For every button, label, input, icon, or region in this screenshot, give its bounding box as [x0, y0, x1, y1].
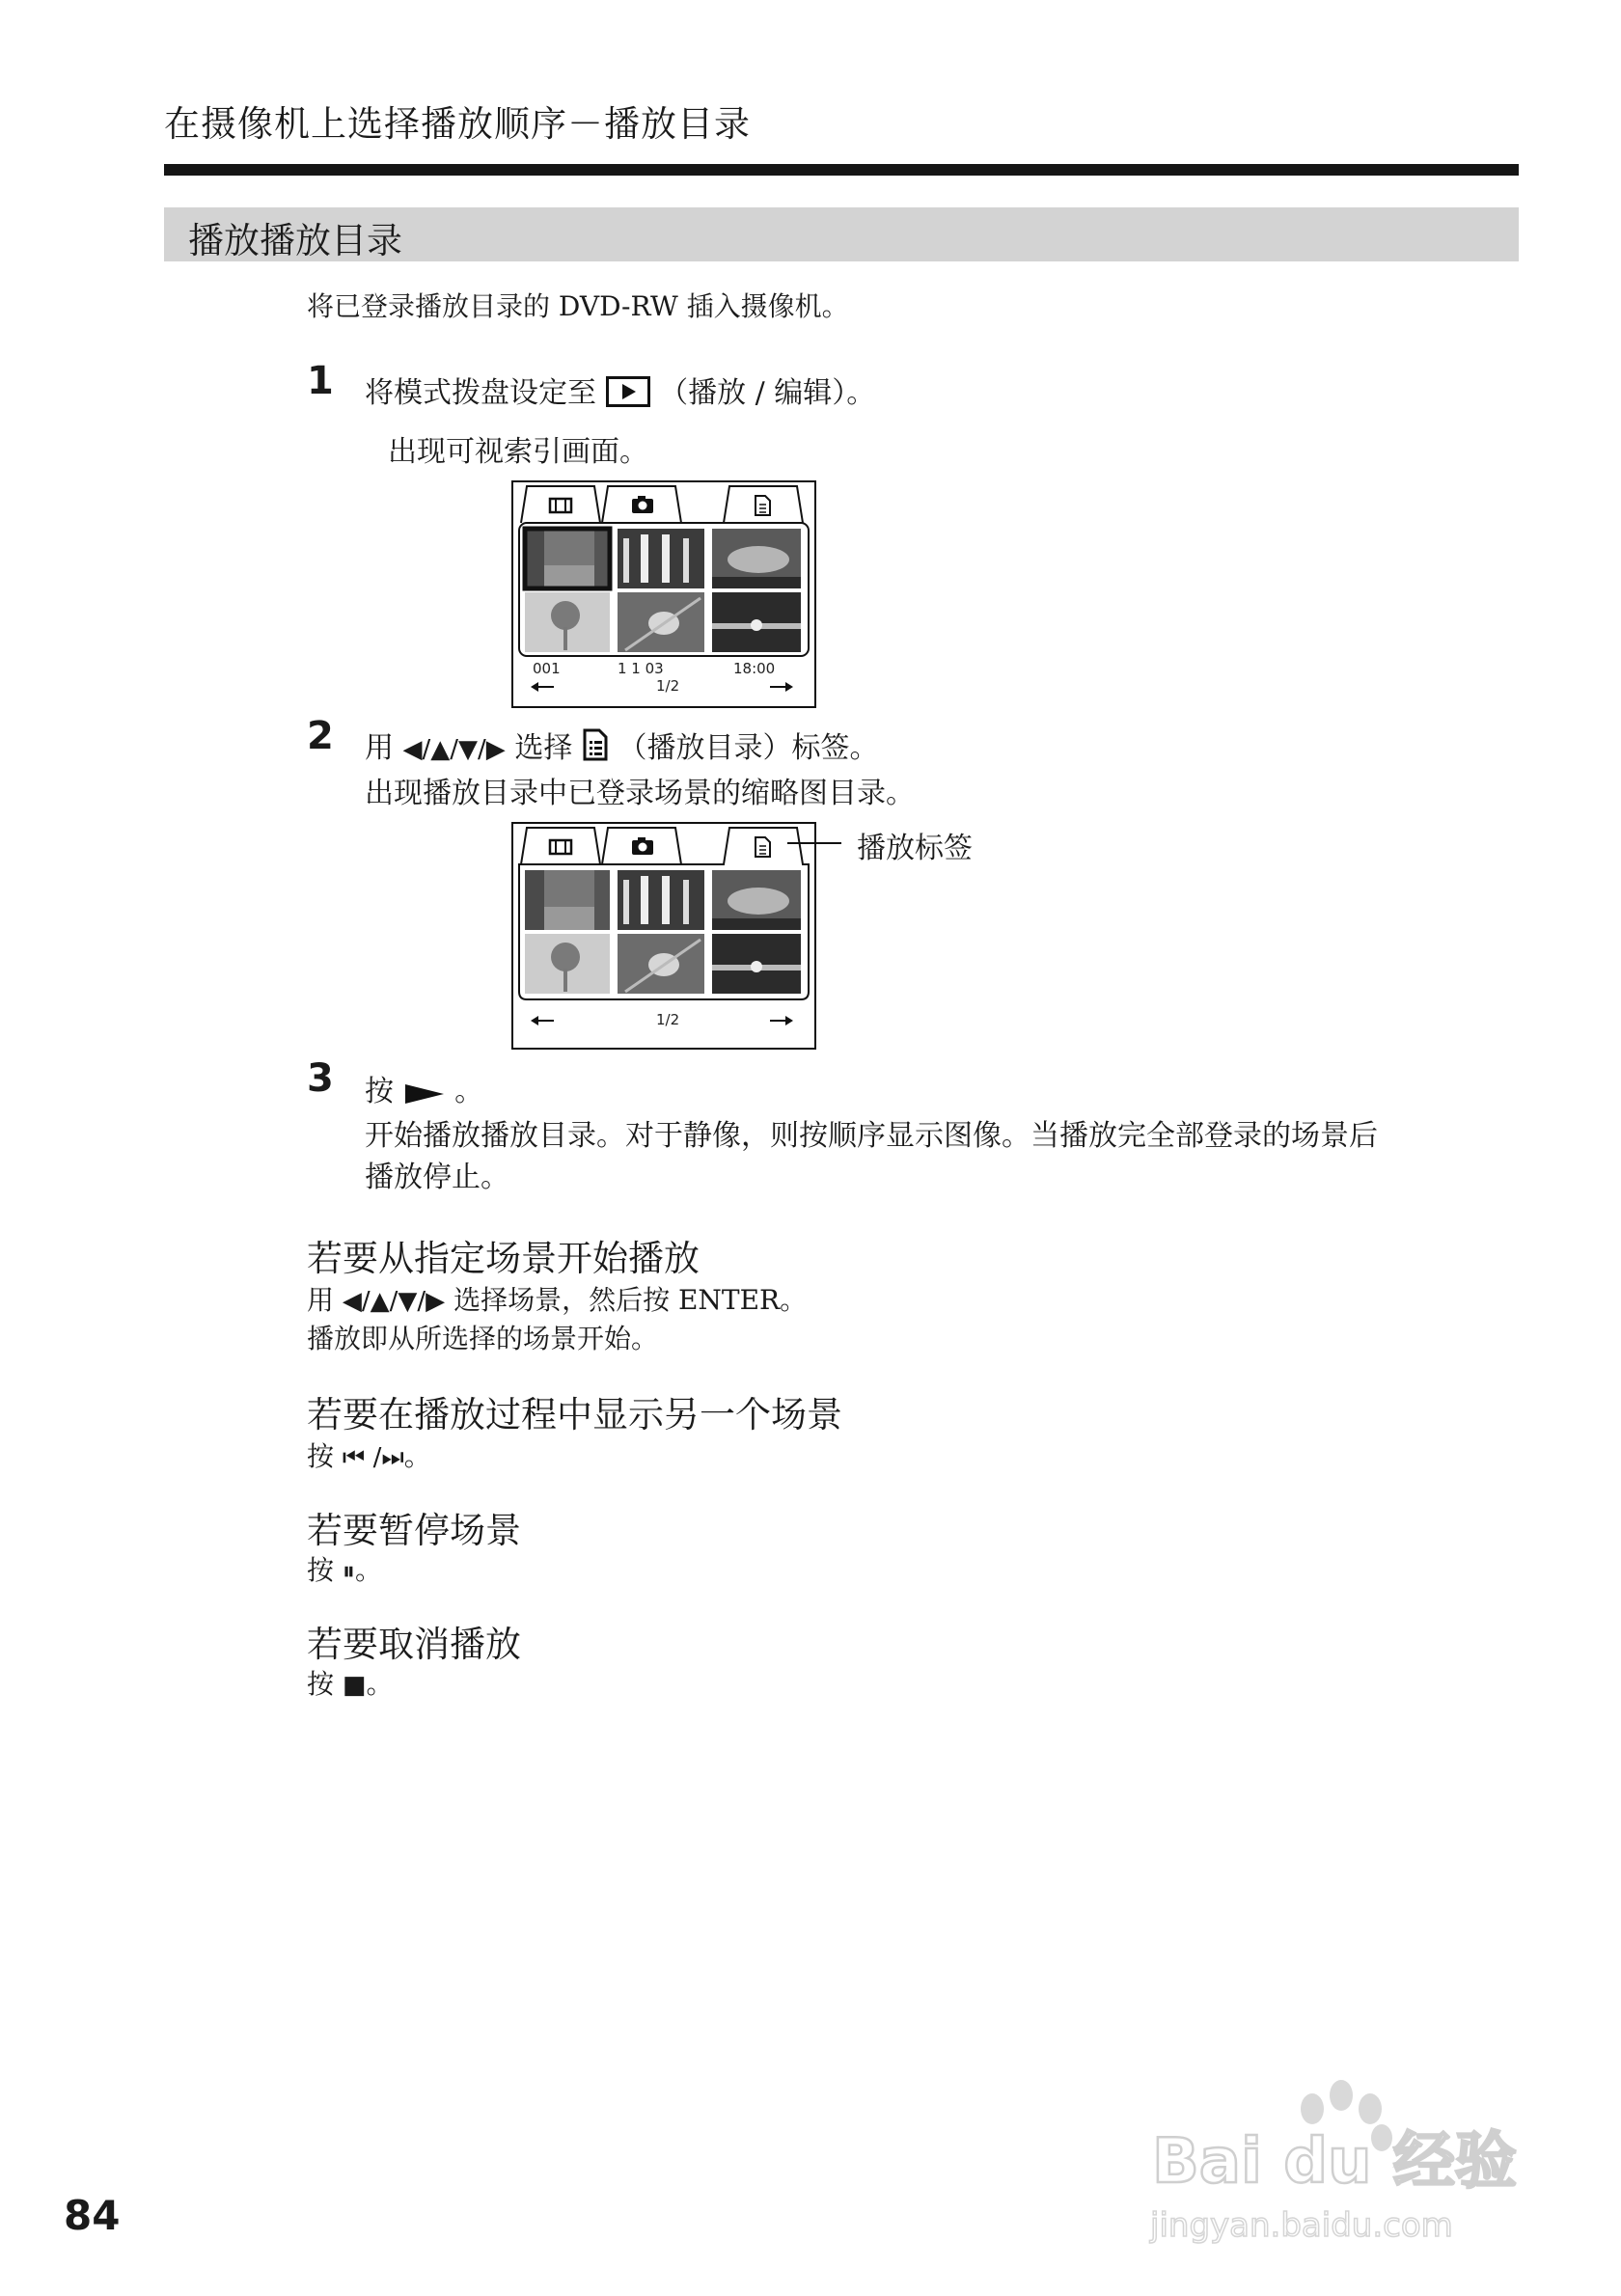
tip-2-line1	[307, 1435, 431, 1474]
thumbnail-sky	[712, 870, 801, 930]
thumbnail-flower	[525, 934, 610, 994]
playlist-tab-icon	[582, 727, 609, 770]
step-3-text-b: 。	[454, 1075, 484, 1108]
tab-playlist	[724, 486, 803, 523]
tip-1-line1	[307, 1279, 807, 1318]
tip-1-text-a: 用	[307, 1284, 335, 1316]
thumbnail-flower	[525, 592, 610, 652]
tip-2-heading: 若要在播放过程中显示另一个场景	[307, 1394, 842, 1435]
step-1-text-a: 将模式拨盘设定至	[365, 376, 596, 410]
step-3-text-a: 按	[365, 1075, 394, 1108]
callout-leader-line	[787, 842, 841, 844]
step-2-text-c: （播放目录）标签。	[618, 731, 879, 765]
tab-photo	[602, 828, 681, 864]
step-2-text-a: 用	[365, 731, 394, 765]
watermark-url: jingyan.baidu.com	[1150, 2206, 1453, 2245]
header-rule	[164, 164, 1519, 176]
screen2-page: 1/2	[656, 1011, 680, 1028]
thumbnail-fountain	[618, 529, 704, 588]
step-2-instruction	[365, 724, 878, 770]
tip-1-heading: 若要从指定场景开始播放	[307, 1238, 700, 1279]
step-3-number: 3	[307, 1056, 334, 1101]
thumbnail-sunset	[712, 592, 801, 652]
tip-1-text-b: 选择场景，然后按 ENTER。	[453, 1284, 808, 1316]
skip-prev-next-icon: ⏮ /⏭	[342, 1443, 404, 1472]
page-number: 84	[64, 2192, 121, 2239]
play-icon	[403, 1080, 446, 1113]
section-title: 播放播放目录	[188, 220, 402, 261]
tip-1-line2: 播放即从所选择的场景开始。	[307, 1323, 659, 1354]
tip-4-text-b: 。	[366, 1668, 394, 1700]
thumbnail-canal	[525, 529, 610, 588]
step-2-number: 2	[307, 714, 334, 758]
direction-arrows-icon: ◀/▲/▼/▶	[402, 735, 506, 764]
intro-text: 将已登录播放目录的 DVD-RW 插入摄像机。	[307, 290, 849, 322]
screen1-counter: 001	[533, 660, 561, 677]
step-1-instruction	[365, 369, 875, 415]
thumbnail-sunset	[712, 934, 801, 994]
step-2-result: 出现播放目录中已登录场景的缩略图目录。	[365, 777, 915, 810]
screen1-time: 18:00	[733, 660, 776, 677]
playlist-screen	[511, 822, 816, 1050]
tab-photo	[602, 486, 681, 523]
stop-icon: ■	[342, 1671, 367, 1700]
thumbnail-tulip	[618, 592, 704, 652]
thumbnail-tulip	[618, 934, 704, 994]
tip-2-text-b: 。	[403, 1440, 431, 1472]
visual-index-screen	[511, 480, 816, 708]
play-edit-mode-icon	[606, 376, 650, 415]
tab-movie	[521, 828, 600, 864]
direction-arrows-icon: ◀/▲/▼/▶	[342, 1287, 446, 1316]
tip-3-line1	[307, 1549, 382, 1588]
playlist-tab-callout: 播放标签	[857, 832, 973, 865]
page-header-title: 在摄像机上选择播放顺序－播放目录	[164, 103, 751, 145]
tip-2-text-a: 按	[307, 1440, 335, 1472]
step-1-result: 出现可视索引画面。	[388, 435, 648, 469]
tip-4-heading: 若要取消播放	[307, 1624, 521, 1665]
tip-4-line1	[307, 1663, 394, 1702]
step-3-result-line2: 播放停止。	[365, 1161, 509, 1194]
step-3-result-line1: 开始播放播放目录。对于静像，则按顺序显示图像。当播放完全部登录的场景后	[365, 1119, 1378, 1153]
step-3-instruction	[365, 1067, 483, 1113]
tab-movie	[521, 486, 600, 523]
thumbnail-canal	[525, 870, 610, 930]
thumbnail-fountain	[618, 870, 704, 930]
tip-3-text-a: 按	[307, 1554, 335, 1586]
step-1-text-b: （播放 / 编辑）。	[659, 376, 876, 410]
tip-3-heading: 若要暂停场景	[307, 1510, 521, 1551]
tip-4-text-a: 按	[307, 1668, 335, 1700]
step-2-text-b: 选择	[514, 731, 573, 765]
screen1-page: 1/2	[656, 677, 680, 695]
pause-icon: ⏸	[342, 1557, 355, 1586]
baidu-jingyan-watermark	[1148, 2074, 1553, 2257]
thumbnail-sky	[712, 529, 801, 588]
watermark-brand: Bai du 经验	[1152, 2126, 1517, 2198]
step-1-number: 1	[307, 359, 334, 403]
screen1-date: 1 1 03	[618, 660, 664, 677]
tip-3-text-b: 。	[354, 1554, 382, 1586]
